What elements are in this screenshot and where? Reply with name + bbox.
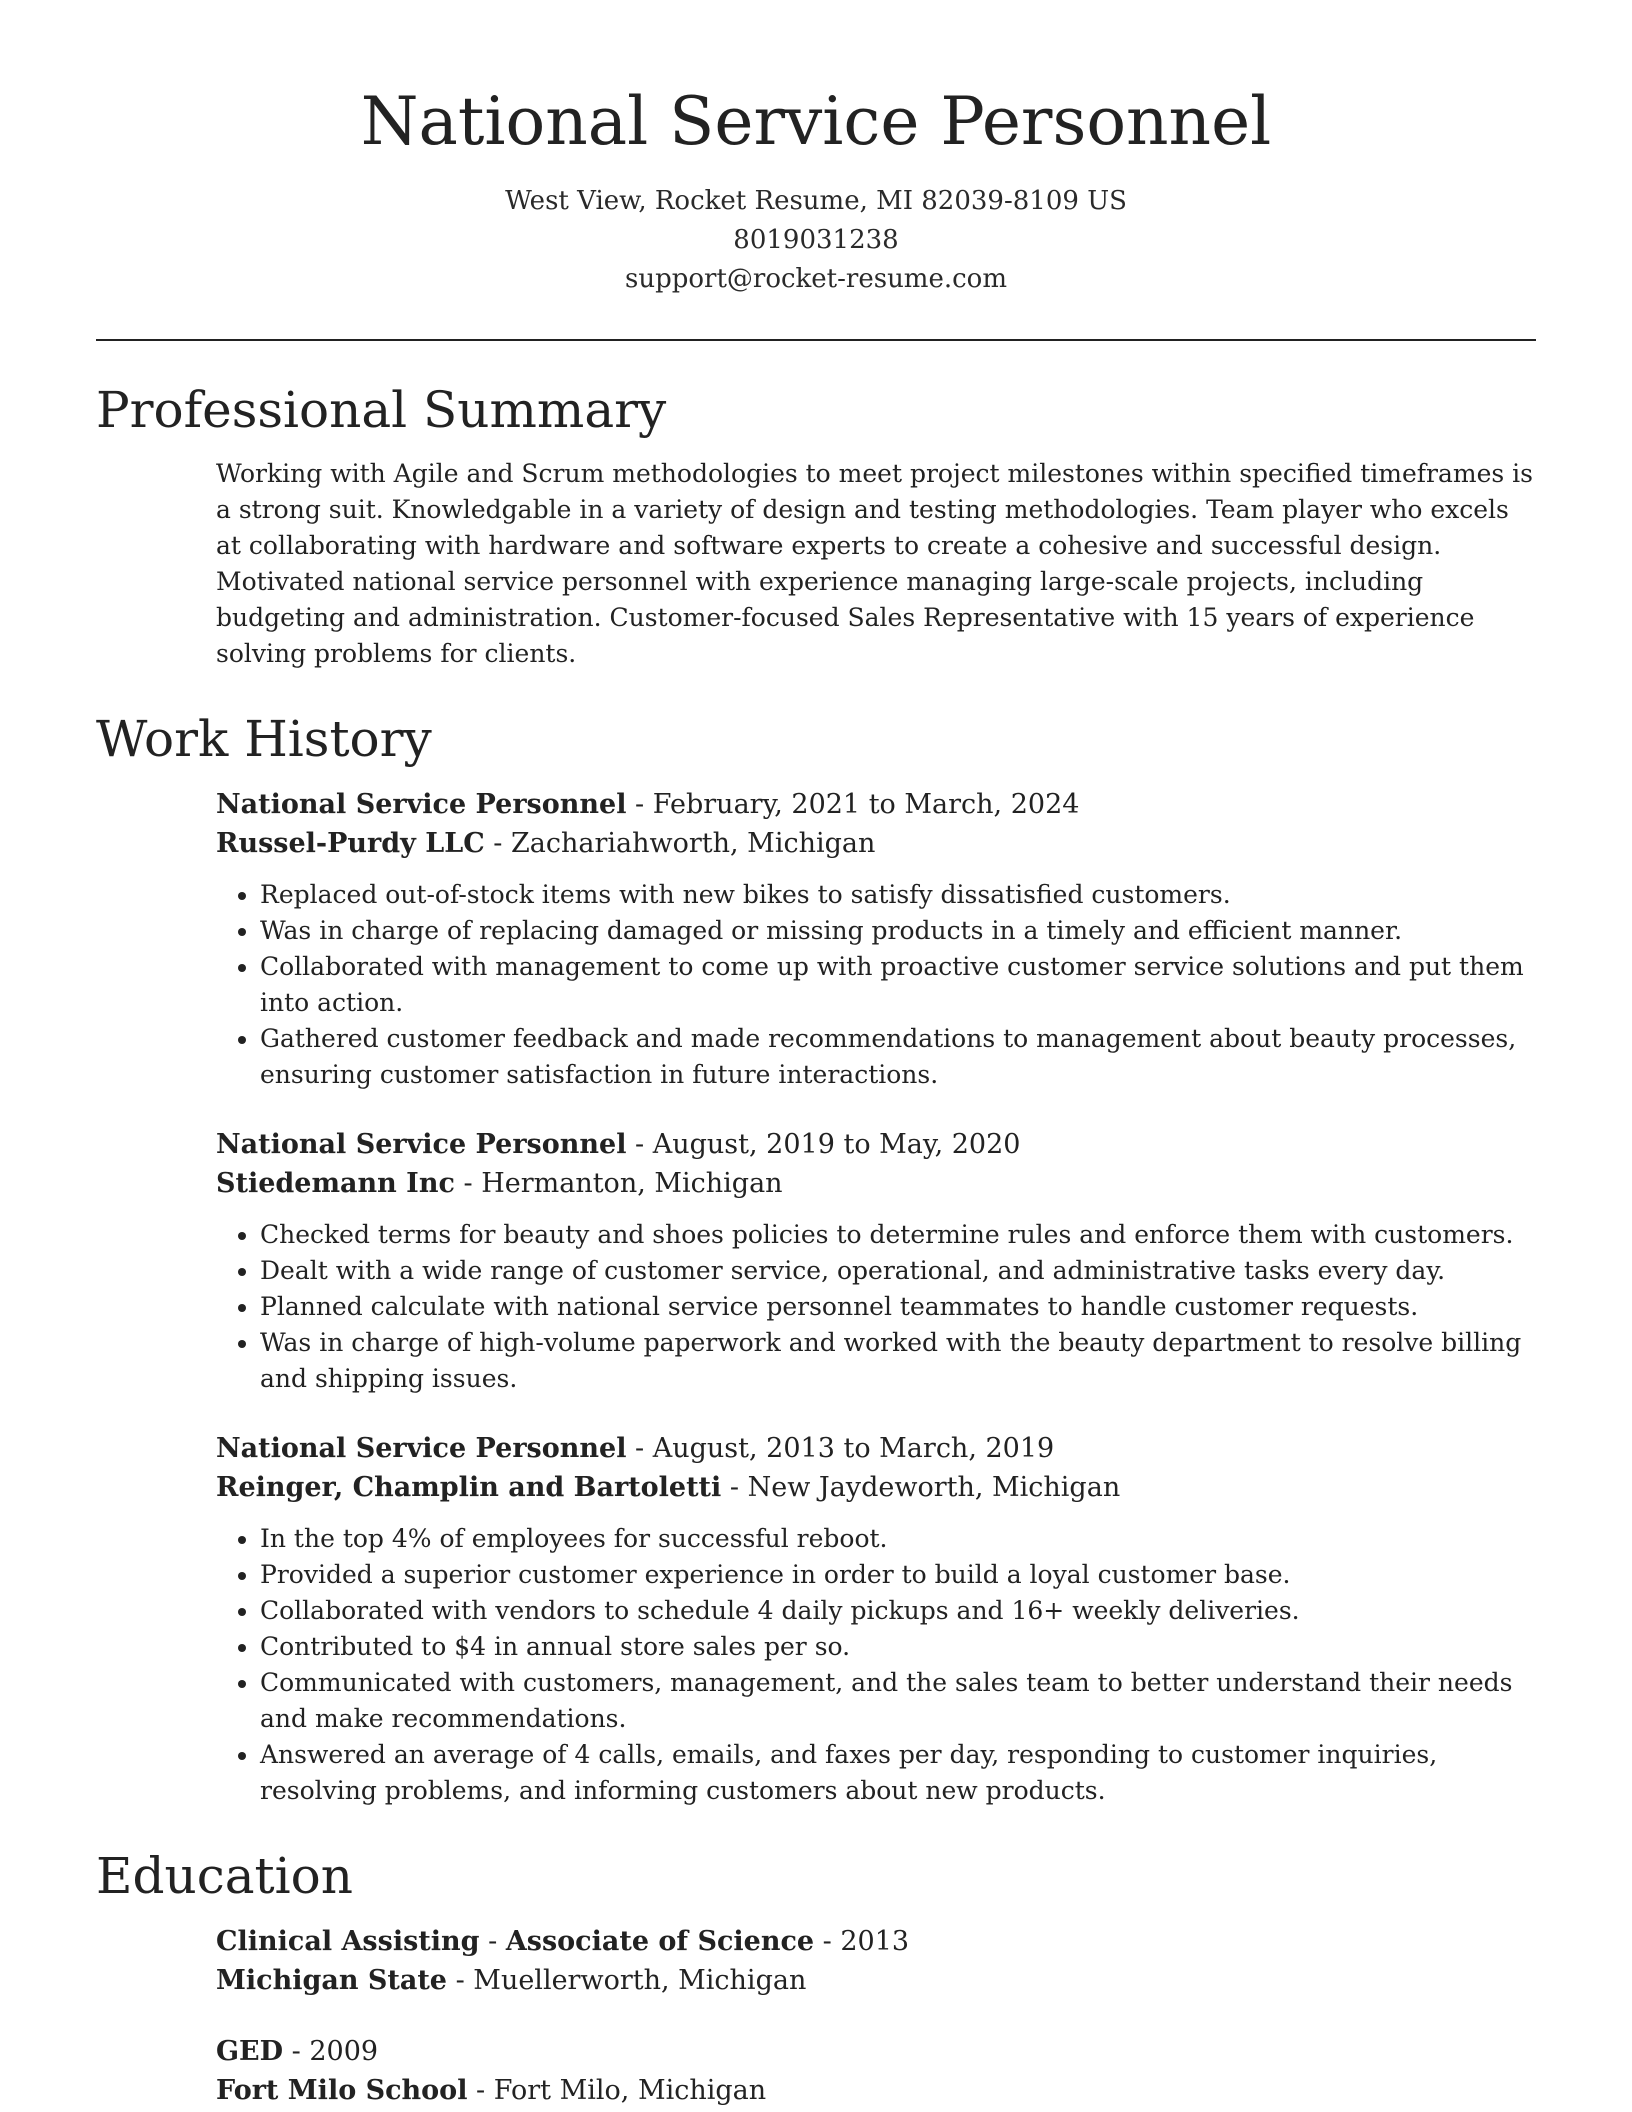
list-item: • Provided a superior customer experience in order to build a loyal customer base. <box>260 1557 1536 1593</box>
summary-text: Working with Agile and Scrum methodologies to meet project milestones within specified timeframes is a strong suit. Knowledgable in a variety of design and testing methodologies. Team player who excels at collaborating with hardware and software experts to create a cohesive and successful design. Motivated national service personnel with experience managing large-scale projects, including budgeting and administration. Customer-focused Sales Representative with 15 years of experience solving problems for clients. <box>216 458 1533 668</box>
list-item: • Checked terms for beauty and shoes policies to determine rules and enforce them with customers. <box>260 1217 1536 1253</box>
degree: GED <box>216 2035 284 2067</box>
school-line <box>216 1961 1536 2000</box>
job-entry <box>216 1429 1536 1809</box>
school-line <box>216 2071 1536 2110</box>
separator: - <box>454 1167 482 1199</box>
education-section <box>96 1922 1536 2110</box>
resume-header <box>96 0 1536 299</box>
work-section <box>96 785 1536 1809</box>
separator: - <box>283 2035 310 2067</box>
job-title-line <box>216 1125 1536 1164</box>
separator: - <box>626 788 653 820</box>
job-company: Russel-Purdy LLC <box>216 827 485 859</box>
graduation-year: 2009 <box>309 2035 379 2067</box>
separator: - <box>484 827 511 859</box>
job-company-line <box>216 1164 1536 1203</box>
job-role: National Service Personnel <box>216 788 627 820</box>
degree-line <box>216 1922 1536 1961</box>
school-location: Muellerworth, Michigan <box>473 1964 807 1996</box>
education-entry <box>216 2032 1536 2110</box>
school-location: Fort Milo, Michigan <box>493 2074 767 2106</box>
list-item: • Planned calculate with national service personnel teammates to handle customer requests. <box>260 1289 1536 1325</box>
school-name: Fort Milo School <box>216 2074 468 2106</box>
separator: - <box>447 1964 474 1996</box>
list-item: • Gathered customer feedback and made recommendations to management about beauty processes, ensuring customer satisfaction in future interactions. <box>260 1021 1536 1093</box>
separator: - <box>721 1471 748 1503</box>
job-entry <box>216 785 1536 1093</box>
separator: - <box>626 1432 653 1464</box>
section-title-education: Education <box>96 1846 353 1905</box>
field-of-study: Clinical Assisting <box>216 1925 480 1957</box>
graduation-year: 2013 <box>840 1925 910 1957</box>
job-location: Hermanton, Michigan <box>481 1167 783 1199</box>
list-item: • Was in charge of high-volume paperwork and worked with the beauty department to resolve billing and shipping issues. <box>260 1325 1536 1397</box>
list-item: • Replaced out-of-stock items with new bikes to satisfy dissatisfied customers. <box>260 877 1536 913</box>
job-company-line <box>216 824 1536 863</box>
list-item: • Dealt with a wide range of customer service, operational, and administrative tasks every day. <box>260 1253 1536 1289</box>
job-role: National Service Personnel <box>216 1128 627 1160</box>
job-bullets <box>216 1217 1536 1397</box>
section-title-summary: Professional Summary <box>96 380 667 439</box>
header-divider <box>96 339 1536 341</box>
list-item: • Collaborated with management to come up with proactive customer service solutions and put them into action. <box>260 949 1536 1021</box>
section-title-work: Work History <box>96 709 432 768</box>
address: West View, Rocket Resume, MI 82039-8109 US <box>505 185 1127 216</box>
separator: - <box>467 2074 494 2106</box>
job-company: Stiedemann Inc <box>216 1167 455 1199</box>
education-entry <box>216 1922 1536 2000</box>
job-dates: February, 2021 to March, 2024 <box>652 788 1080 820</box>
list-item: • Contributed to $4 in annual store sales per so. <box>260 1629 1536 1665</box>
job-dates: August, 2019 to May, 2020 <box>652 1128 1021 1160</box>
list-item: • Answered an average of 4 calls, emails, and faxes per day, responding to customer inquiries, resolving problems, and informing customers about new products. <box>260 1737 1536 1809</box>
contact-block <box>96 182 1536 299</box>
job-location: Zachariahworth, Michigan <box>511 827 876 859</box>
email-address: support@rocket-resume.com <box>624 263 1007 294</box>
job-dates: August, 2013 to March, 2019 <box>652 1432 1055 1464</box>
separator: - <box>626 1128 653 1160</box>
school-name: Michigan State <box>216 1964 447 1996</box>
job-title-line <box>216 1429 1536 1468</box>
job-company: Reinger, Champlin and Bartoletti <box>216 1471 722 1503</box>
list-item: • In the top 4% of employees for successful reboot. <box>260 1521 1536 1557</box>
degree-line <box>216 2032 1536 2071</box>
list-item: • Communicated with customers, management, and the sales team to better understand their needs and make recommendations. <box>260 1665 1536 1737</box>
job-role: National Service Personnel <box>216 1432 627 1464</box>
job-entry <box>216 1125 1536 1397</box>
summary-section <box>96 456 1536 672</box>
list-item: • Was in charge of replacing damaged or missing products in a timely and efficient manner. <box>260 913 1536 949</box>
job-bullets <box>216 877 1536 1093</box>
job-company-line <box>216 1468 1536 1507</box>
list-item: • Collaborated with vendors to schedule 4 daily pickups and 16+ weekly deliveries. <box>260 1593 1536 1629</box>
phone-number: 8019031238 <box>733 224 899 255</box>
job-location: New Jaydeworth, Michigan <box>747 1471 1121 1503</box>
job-title-line <box>216 785 1536 824</box>
separator: - <box>479 1925 506 1957</box>
separator: - <box>814 1925 841 1957</box>
degree: Associate of Science <box>505 1925 815 1957</box>
job-bullets <box>216 1521 1536 1809</box>
candidate-name: National Service Personnel <box>360 83 1272 160</box>
